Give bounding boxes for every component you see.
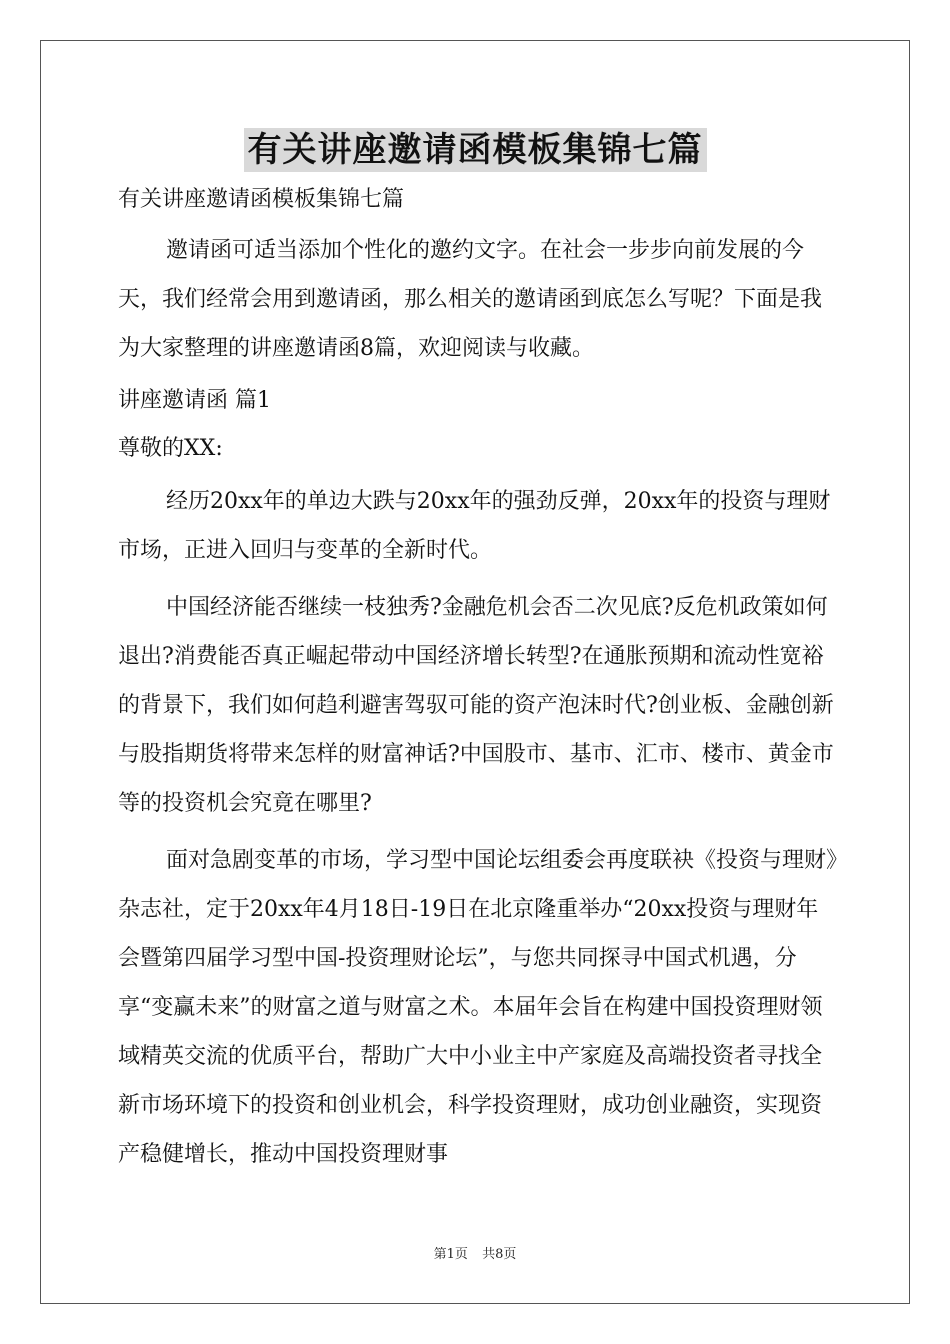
page-total: 共8页 bbox=[482, 1247, 517, 1262]
document-subtitle: 有关讲座邀请函模板集锦七篇 bbox=[118, 187, 405, 212]
page-number: 第1页 bbox=[433, 1247, 468, 1262]
body-paragraph: 面对急剧变革的市场，学习型中国论坛组委会再度联袂《投资与理财》杂志社，定于20xx年4月18日-19日在北京隆重举办“20xx投资与理财年会暨第四届学习型中国-投资理财论坛”，与您共同探寻中国式机遇，分享“变赢未来”的财富之道与财富之术。本届年会旨在构建中国投资理财领域精英交流的优质平台，帮助广大中小业主中产家庭及高端投资者寻找全新市场环境下的投资和创业机会，科学投资理财，成功创业融资，实现资产稳健增长，推动中国投资理财事 bbox=[118, 848, 838, 1167]
page-footer bbox=[0, 1243, 950, 1262]
document-title: 有关讲座邀请函模板集锦七篇 bbox=[244, 128, 707, 172]
salutation: 尊敬的XX: bbox=[118, 436, 223, 461]
document-body bbox=[118, 180, 838, 1179]
intro-paragraph: 邀请函可适当添加个性化的邀约文字。在社会一步步向前发展的今天，我们经常会用到邀请函，那么相关的邀请函到底怎么写呢？下面是我为大家整理的讲座邀请函8篇，欢迎阅读与收藏。 bbox=[118, 238, 823, 361]
title-container bbox=[0, 128, 950, 172]
body-paragraph: 中国经济能否继续一枝独秀?金融危机会否二次见底?反危机政策如何退出?消费能否真正崛起带动中国经济增长转型?在通胀预期和流动性宽裕的背景下，我们如何趋利避害驾驭可能的资产泡沫时代?创业板、金融创新与股指期货将带来怎样的财富神话?中国股市、基市、汇市、楼市、黄金市等的投资机会究竟在哪里? bbox=[118, 595, 834, 816]
body-paragraph: 经历20xx年的单边大跌与20xx年的强劲反弹，20xx年的投资与理财市场，正进入回归与变革的全新时代。 bbox=[118, 489, 831, 563]
section-heading: 讲座邀请函 篇1 bbox=[118, 388, 271, 413]
